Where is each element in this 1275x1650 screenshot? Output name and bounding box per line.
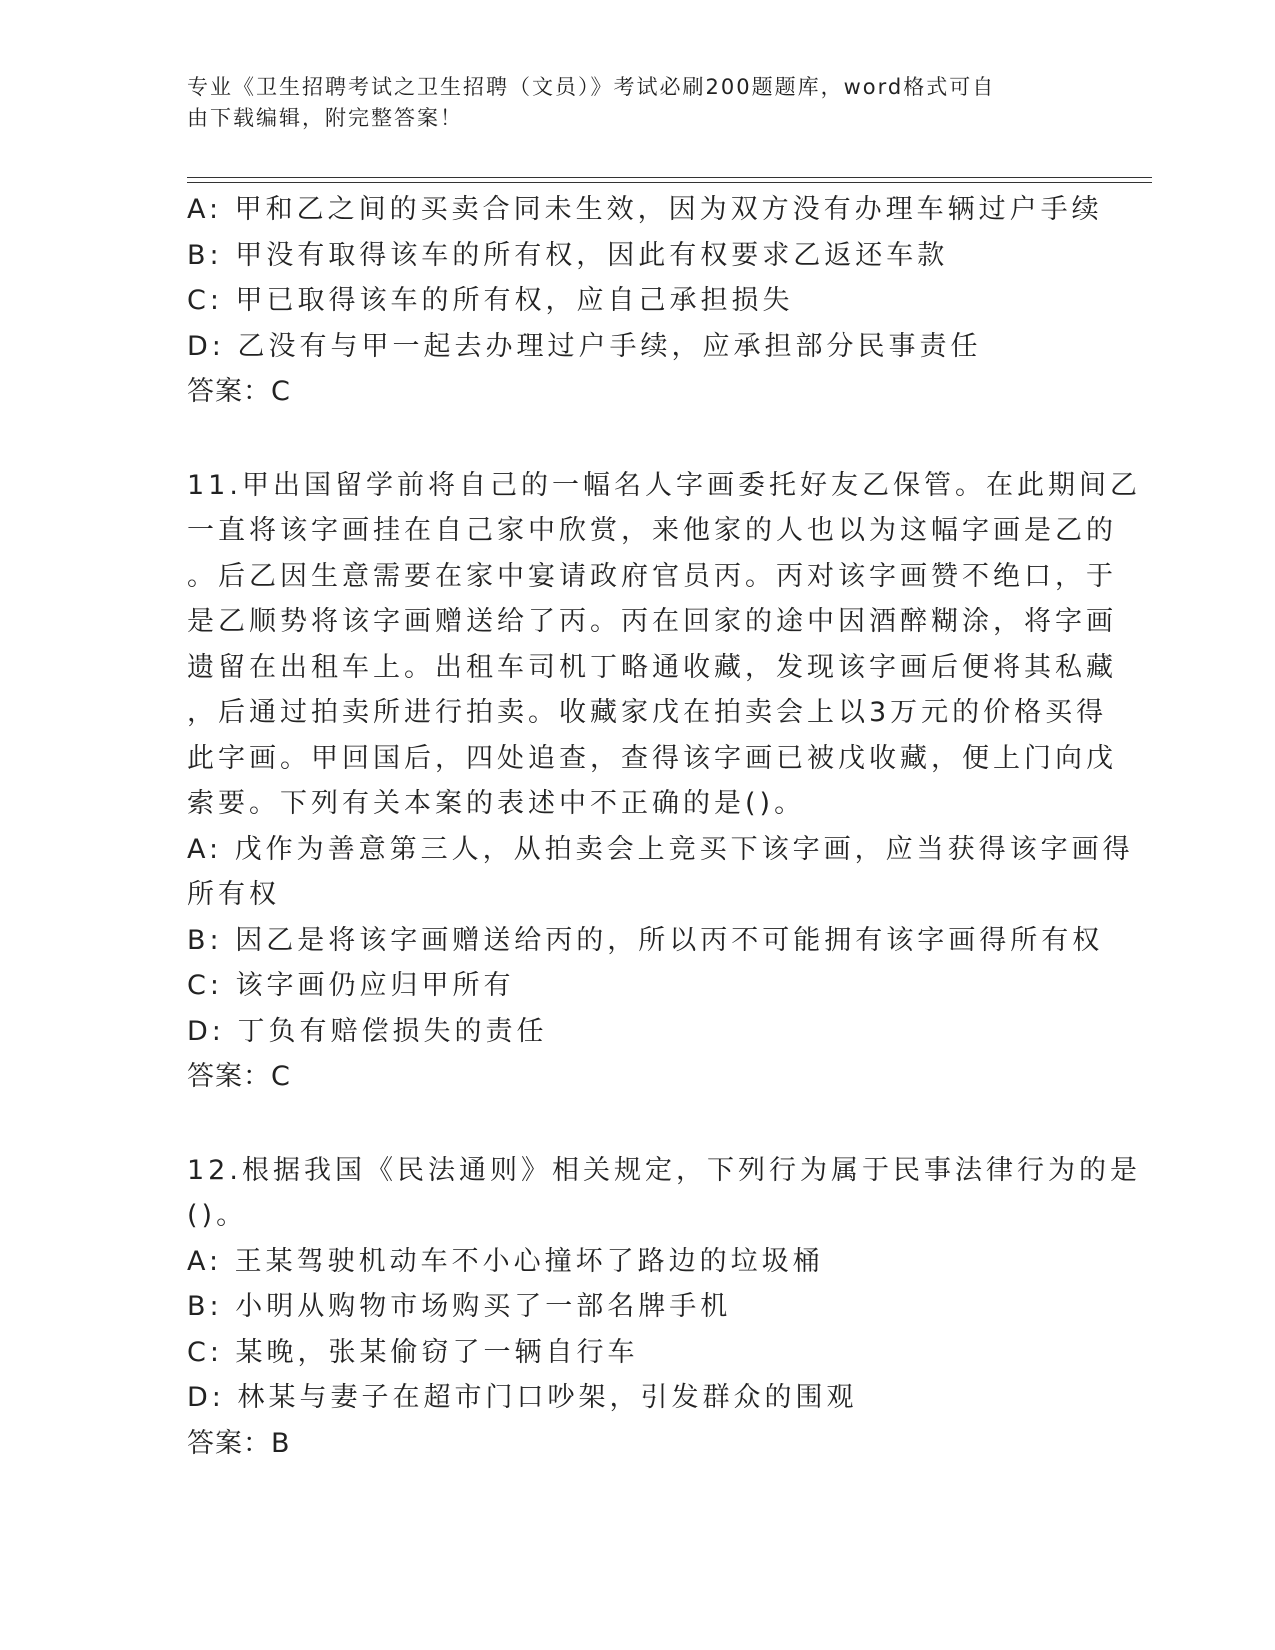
- option-c: C: 该字画仍应归甲所有: [187, 970, 515, 1001]
- question-stem-line: 。后乙因生意需要在家中宴请政府官员丙。丙对该字画赞不绝口，于: [187, 560, 1117, 592]
- spacer: [187, 415, 1077, 463]
- question-stem-line: 11.甲出国留学前将自己的一幅名人字画委托好友乙保管。在此期间乙: [187, 469, 1141, 501]
- question-12: [187, 1148, 1141, 1467]
- question-content: [187, 187, 1141, 1466]
- option-b: B: 因乙是将该字画赠送给丙的，所以丙不可能拥有该字画得所有权: [187, 924, 1104, 956]
- question-stem-line: 此字画。甲回国后，四处追查，查得该字画已被戊收藏，便上门向戊: [187, 742, 1117, 774]
- question-stem-line: 遗留在出租车上。出租车司机丁略通收藏，发现该字画后便将其私藏: [187, 651, 1117, 683]
- question-10: [187, 187, 1103, 415]
- option-b: B: 甲没有取得该车的所有权，因此有权要求乙返还车款: [187, 239, 949, 271]
- question-stem-line: 一直将该字画挂在自己家中欣赏，来他家的人也以为这幅字画是乙的: [187, 515, 1117, 546]
- document-header: [187, 72, 1067, 134]
- option-c: C: 某晚，张某偷窃了一辆自行车: [187, 1336, 639, 1368]
- header-line-2: 由下载编辑，附完整答案！: [187, 106, 463, 130]
- option-b: B: 小明从购物市场购买了一部名牌手机: [187, 1291, 732, 1322]
- option-a: A: 甲和乙之间的买卖合同未生效，因为双方没有办理车辆过户手续: [187, 194, 1103, 225]
- option-d: D: 丁负有赔偿损失的责任: [187, 1015, 548, 1047]
- spacer: [187, 1100, 1077, 1148]
- question-stem-line: 12.根据我国《民法通则》相关规定，下列行为属于民事法律行为的是: [187, 1154, 1141, 1186]
- question-stem-line: ，后通过拍卖所进行拍卖。收藏家戊在拍卖会上以3万元的价格买得: [187, 697, 1108, 728]
- option-a-continued: 所有权: [187, 879, 280, 910]
- option-d: D: 林某与妻子在超市门口吵架，引发群众的围观: [187, 1382, 858, 1413]
- answer: 答案：C: [187, 376, 291, 407]
- answer: 答案：B: [187, 1427, 291, 1459]
- header-divider-bottom: [187, 182, 1152, 183]
- header-line-1: 专业《卫生招聘考试之卫生招聘（文员）》考试必刷200题题库，word格式可自: [187, 75, 996, 99]
- header-divider-top: [187, 177, 1152, 178]
- option-d: D: 乙没有与甲一起去办理过户手续，应承担部分民事责任: [187, 330, 982, 362]
- question-11: [187, 463, 1141, 1100]
- question-stem-line: 是乙顺势将该字画赠送给了丙。丙在回家的途中因酒醉糊涂，将字画: [187, 606, 1117, 637]
- question-stem-line: ()。: [187, 1200, 248, 1231]
- option-c: C: 甲已取得该车的所有权，应自己承担损失: [187, 285, 794, 316]
- option-a: A: 戊作为善意第三人，从拍卖会上竞买下该字画，应当获得该字画得: [187, 833, 1134, 865]
- option-a: A: 王某驾驶机动车不小心撞坏了路边的垃圾桶: [187, 1245, 824, 1277]
- answer: 答案：C: [187, 1061, 291, 1092]
- question-stem-line: 索要。下列有关本案的表述中不正确的是()。: [187, 788, 806, 819]
